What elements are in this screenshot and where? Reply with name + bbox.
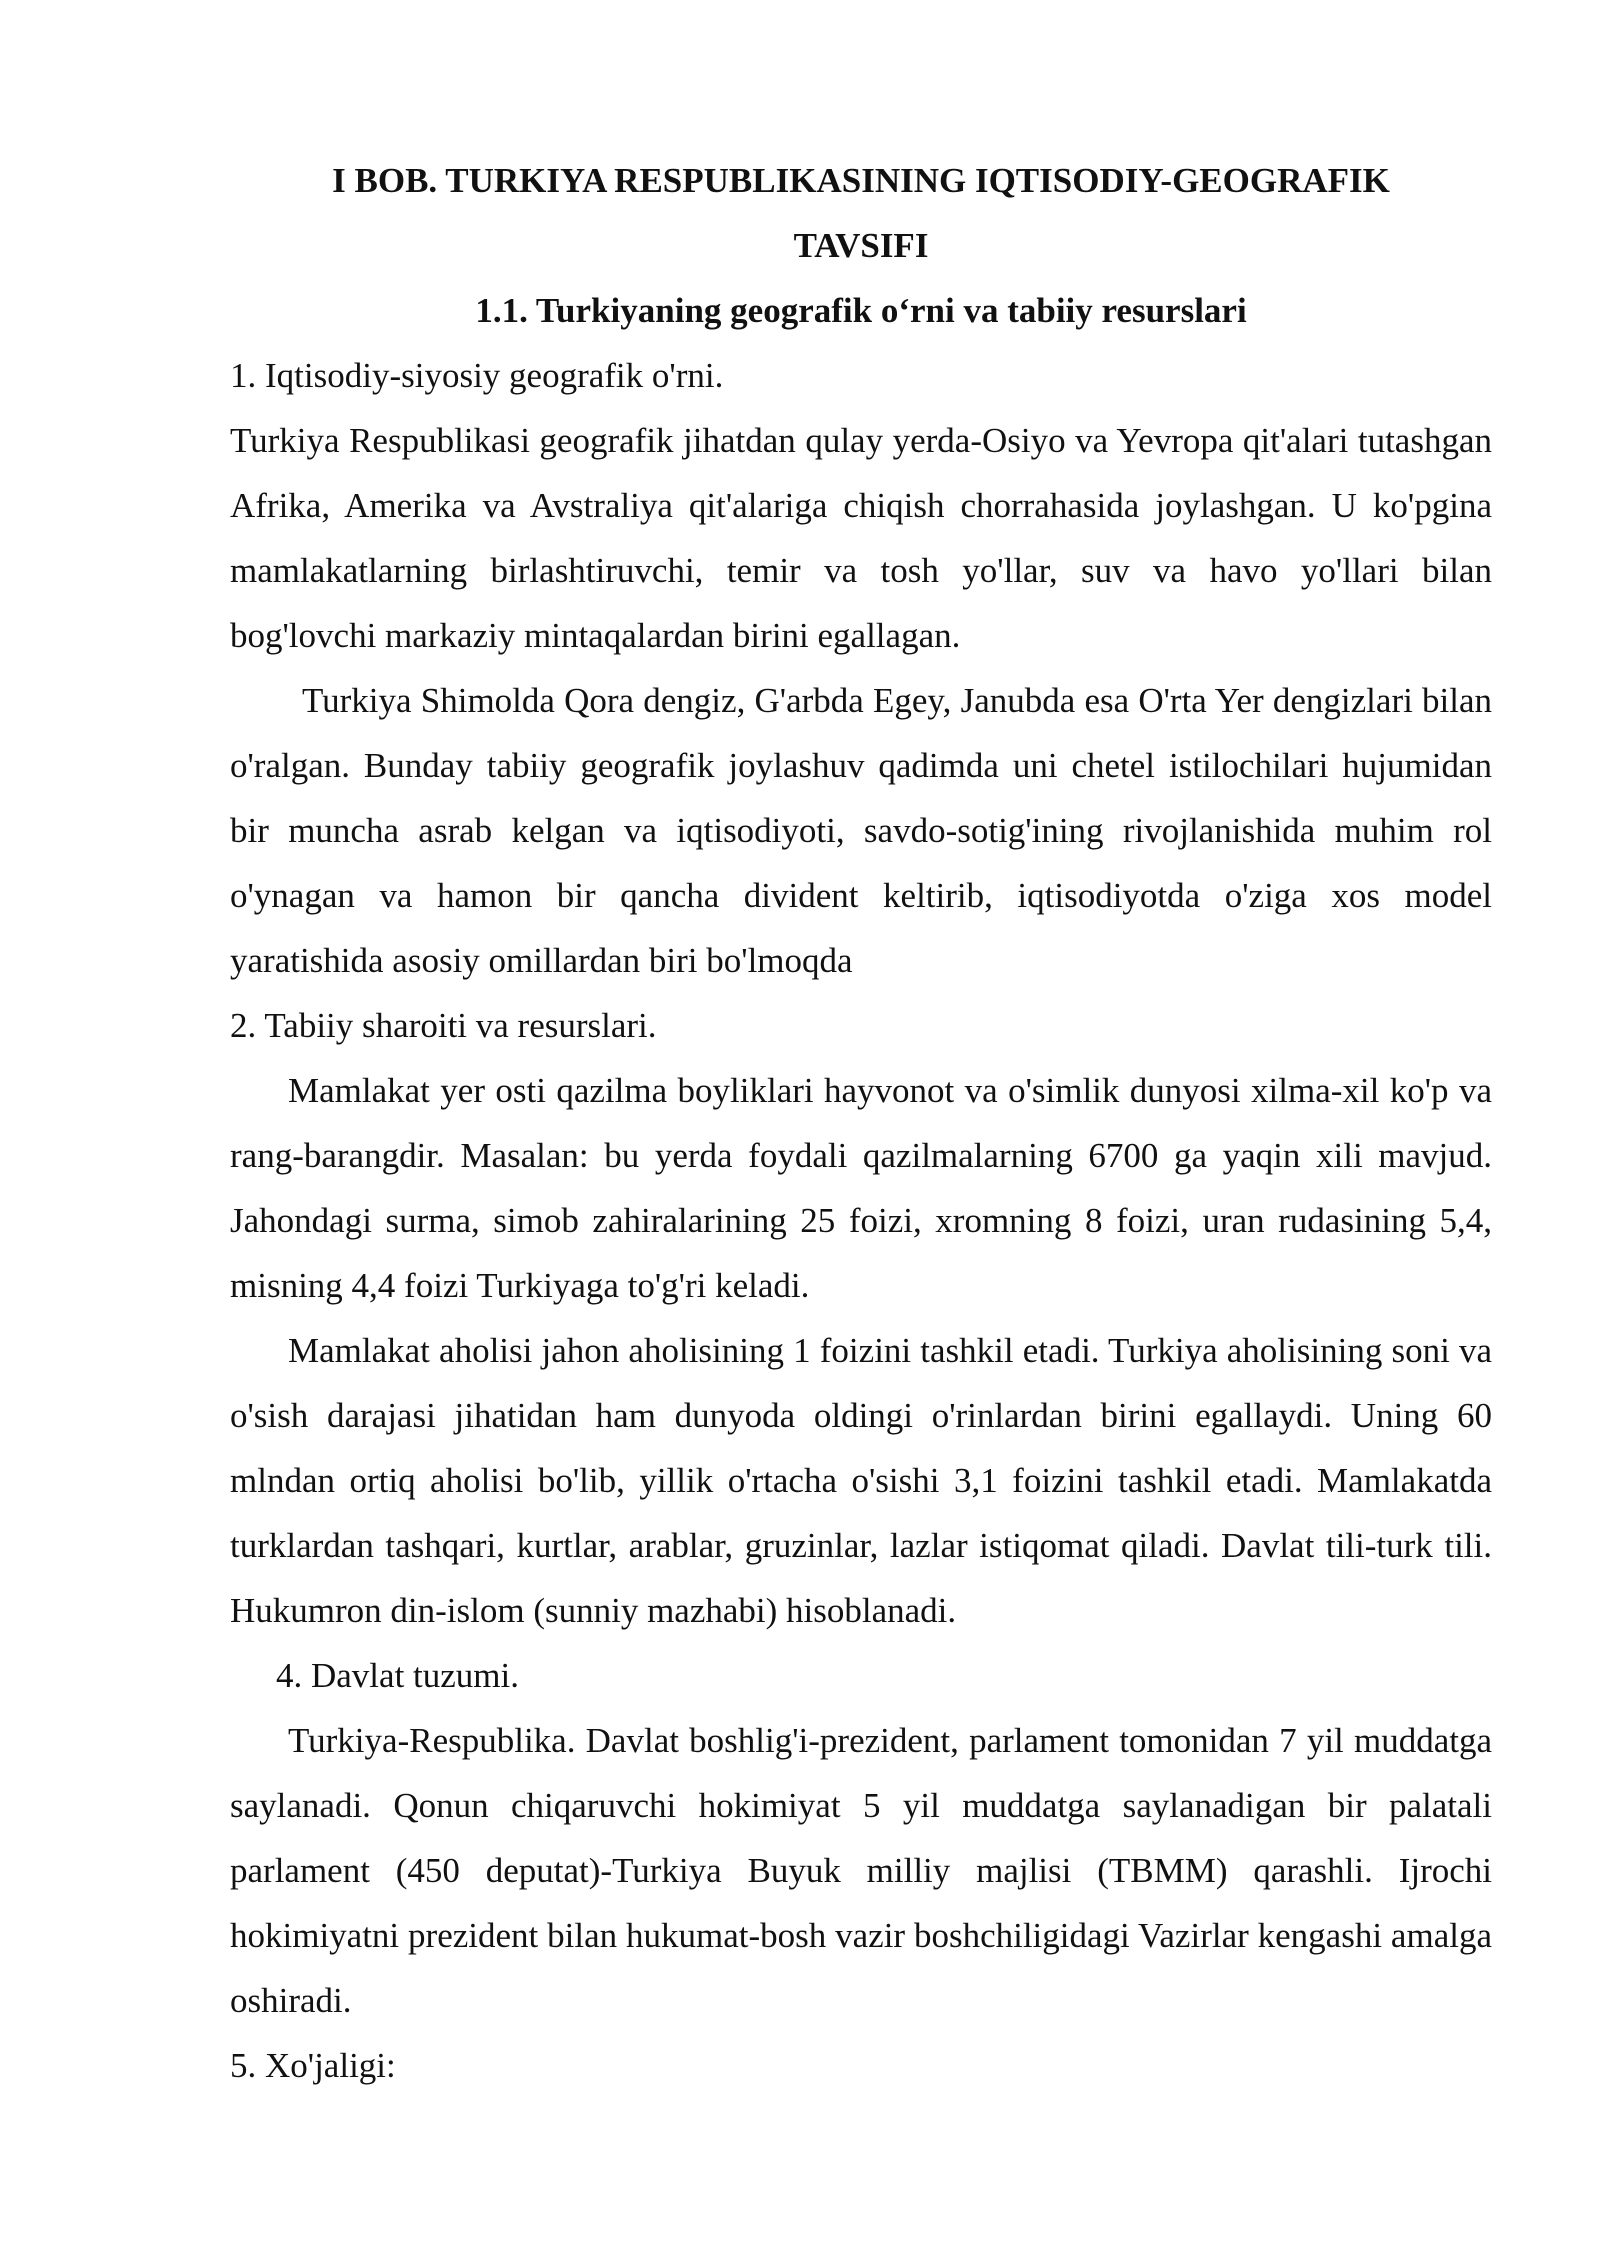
paragraph-location: Turkiya Respublikasi geografik jihatdan qulay yerda-Osiyo va Yevropa qit'alari tutashgan Afrika, Amerika va Avstraliya qit'alariga chiqish chorrahasida joylashgan. U ko'pgina mamlakatlarning birlashtiruvchi, temir va tosh yo'llar, suv va havo yo'llari bilan bog'lovchi markaziy mintaqalardan birini egallagan. — [230, 421, 1492, 655]
list-item-natural-resources: 2. Tabiiy sharoiti va resurslari. — [230, 1006, 657, 1045]
chapter-title: I BOB. TURKIYA RESPUBLIKASINING IQTISODIY-GEOGRAFIK TAVSIFI — [332, 161, 1390, 265]
list-item-economic-political-location: 1. Iqtisodiy-siyosiy geografik o'rni. — [230, 356, 724, 395]
paragraph-seas: Turkiya Shimolda Qora dengiz, G'arbda Egey, Janubda esa O'rta Yer dengizlari bilan o'ralgan. Bunday tabiiy geografik joylashuv qadimda uni chetel istilochilari hujumidan bir muncha asrab kelgan va iqtisodiyoti, savdo-sotig'ining rivojlanishida muhim rol o'ynagan va hamon bir qancha divident keltirib, iqtisodiyotda o'ziga xos model yaratishida asosiy omillardan biri bo'lmoqda — [230, 681, 1492, 980]
paragraph-population: Mamlakat aholisi jahon aholisining 1 foizini tashkil etadi. Turkiya aholisining soni va o'sish darajasi jihatidan ham dunyoda oldingi o'rinlardan birini egallaydi. Uning 60 mlndan ortiq aholisi bo'lib, yillik o'rtacha o'sishi 3,1 foizini tashkil etadi. Mamlakatda turklardan tashqari, kurtlar, arablar, gruzinlar, lazlar istiqomat qiladi. Davlat tili-turk tili. Hukumron din-islom (sunniy mazhabi) hisoblanadi. — [230, 1331, 1492, 1630]
list-item-government-structure: 4. Davlat tuzumi. — [276, 1656, 520, 1695]
paragraph-government: Turkiya-Respublika. Davlat boshlig'i-prezident, parlament tomonidan 7 yil muddatga saylanadi. Qonun chiqaruvchi hokimiyat 5 yil muddatga saylanadigan bir palatali parlament (450 deputat)-Turkiya Buyuk milliy majlisi (TBMM) qarashli. Ijrochi hokimiyatni prezident bilan hukumat-bosh vazir boshchiligidagi Vazirlar kengashi amalga oshiradi. — [230, 1721, 1492, 2020]
list-item-economy: 5. Xo'jaligi: — [230, 2046, 396, 2085]
section-title: 1.1. Turkiyaning geografik o‘rni va tabiiy resurslari — [475, 291, 1247, 330]
document-page — [230, 148, 1492, 2098]
paragraph-minerals: Mamlakat yer osti qazilma boyliklari hayvonot va o'simlik dunyosi xilma-xil ko'p va rang-barangdir. Masalan: bu yerda foydali qazilmalarning 6700 ga yaqin xili mavjud. Jahondagi surma, simob zahiralarining 25 foizi, xromning 8 foizi, uran rudasining 5,4, misning 4,4 foizi Turkiyaga to'g'ri keladi. — [230, 1071, 1492, 1305]
